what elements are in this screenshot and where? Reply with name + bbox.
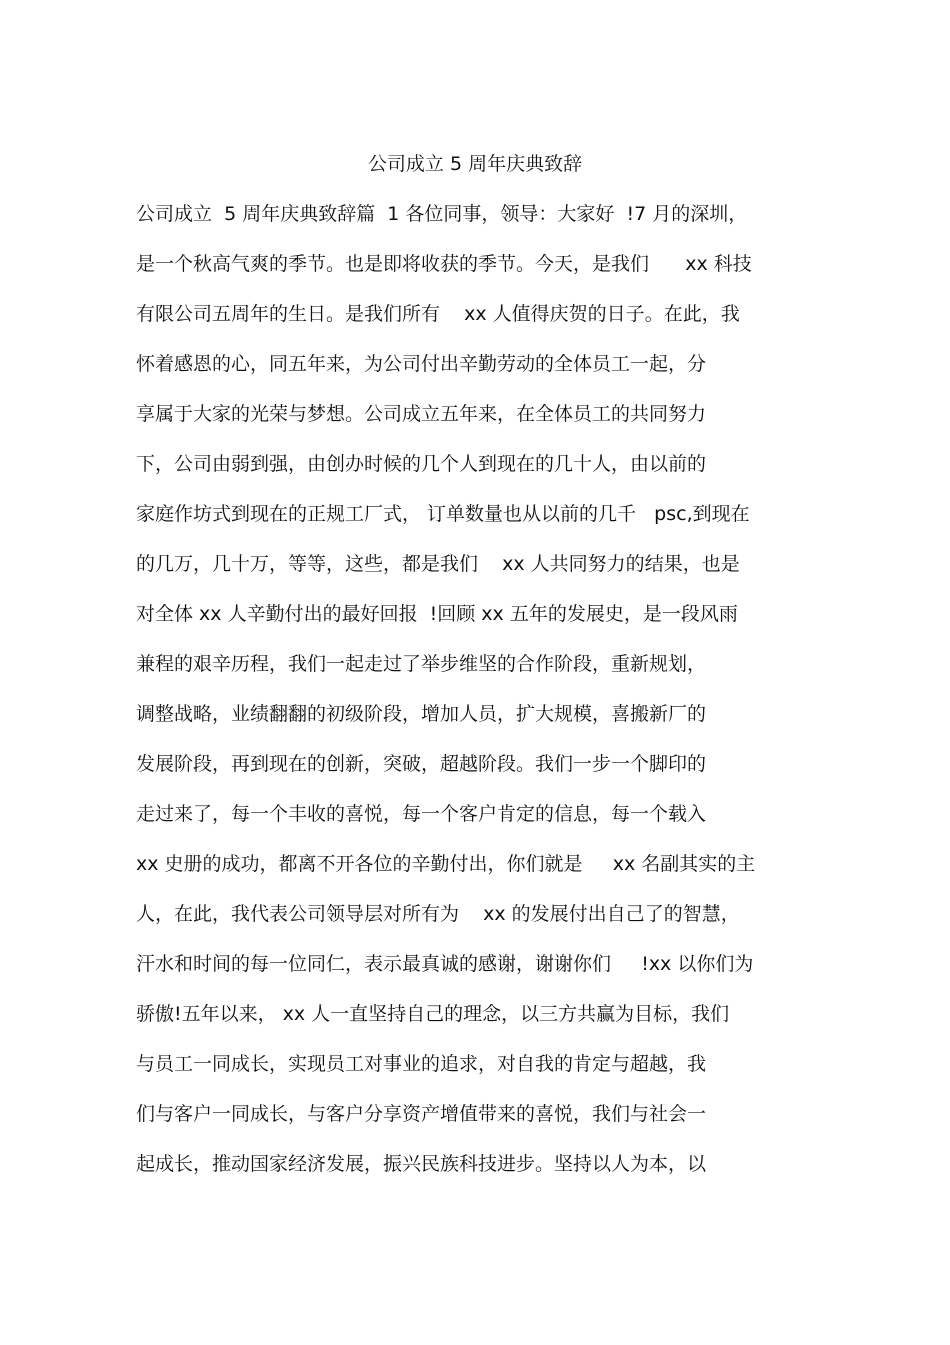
body-line: 家庭作坊式到现在的正规工厂式， 订单数量也从以前的几千 psc,到现在 bbox=[136, 503, 750, 525]
body-line: 兼程的艰辛历程，我们一起走过了举步维坚的合作阶段，重新规划， bbox=[136, 653, 707, 675]
body-line: 发展阶段，再到现在的创新，突破，超越阶段。我们一步一个脚印的 bbox=[136, 753, 707, 775]
body-line: 与员工一同成长，实现员工对事业的追求，对自我的肯定与超越，我 bbox=[136, 1053, 707, 1075]
body-line: 走过来了，每一个丰收的喜悦，每一个客户肯定的信息，每一个载入 bbox=[136, 803, 707, 825]
body-line: 是一个秋高气爽的季节。也是即将收获的季节。今天，是我们 xx 科技 bbox=[136, 253, 752, 275]
body-line: 起成长，推动国家经济发展，振兴民族科技进步。坚持以人为本，以 bbox=[136, 1153, 707, 1175]
body-line: 人，在此，我代表公司领导层对所有为 xx 的发展付出自己了的智慧， bbox=[136, 903, 740, 925]
body-line: 骄傲!五年以来， xx 人一直坚持自己的理念，以三方共赢为目标，我们 bbox=[136, 1003, 730, 1025]
body-line: xx 史册的成功，都离不开各位的辛勤付出，你们就是 xx 名副其实的主 bbox=[136, 853, 756, 875]
body-line: 们与客户一同成长，与客户分享资产增值带来的喜悦，我们与社会一 bbox=[136, 1103, 707, 1125]
document-body bbox=[136, 200, 826, 1200]
body-line: 有限公司五周年的生日。是我们所有 xx 人值得庆贺的日子。在此，我 bbox=[136, 303, 740, 325]
body-line: 调整战略，业绩翻翻的初级阶段，增加人员，扩大规模，喜搬新厂的 bbox=[136, 703, 707, 725]
body-line: 享属于大家的光荣与梦想。公司成立五年来，在全体员工的共同努力 bbox=[136, 403, 707, 425]
document-title: 公司成立 5 周年庆典致辞 bbox=[367, 153, 583, 175]
body-line: 怀着感恩的心，同五年来，为公司付出辛勤劳动的全体员工一起，分 bbox=[136, 353, 707, 375]
body-line: 公司成立 5 周年庆典致辞篇 1 各位同事，领导：大家好 !7 月的深圳， bbox=[136, 203, 748, 225]
body-line: 对全体 xx 人辛勤付出的最好回报 !回顾 xx 五年的发展史，是一段风雨 bbox=[136, 603, 738, 625]
body-line: 下，公司由弱到强，由创办时候的几个人到现在的几十人，由以前的 bbox=[136, 453, 707, 475]
body-line: 汗水和时间的每一位同仁，表示最真诚的感谢，谢谢你们 !xx 以你们为 bbox=[136, 953, 754, 975]
body-line: 的几万，几十万，等等，这些，都是我们 xx 人共同努力的结果，也是 bbox=[136, 553, 740, 575]
